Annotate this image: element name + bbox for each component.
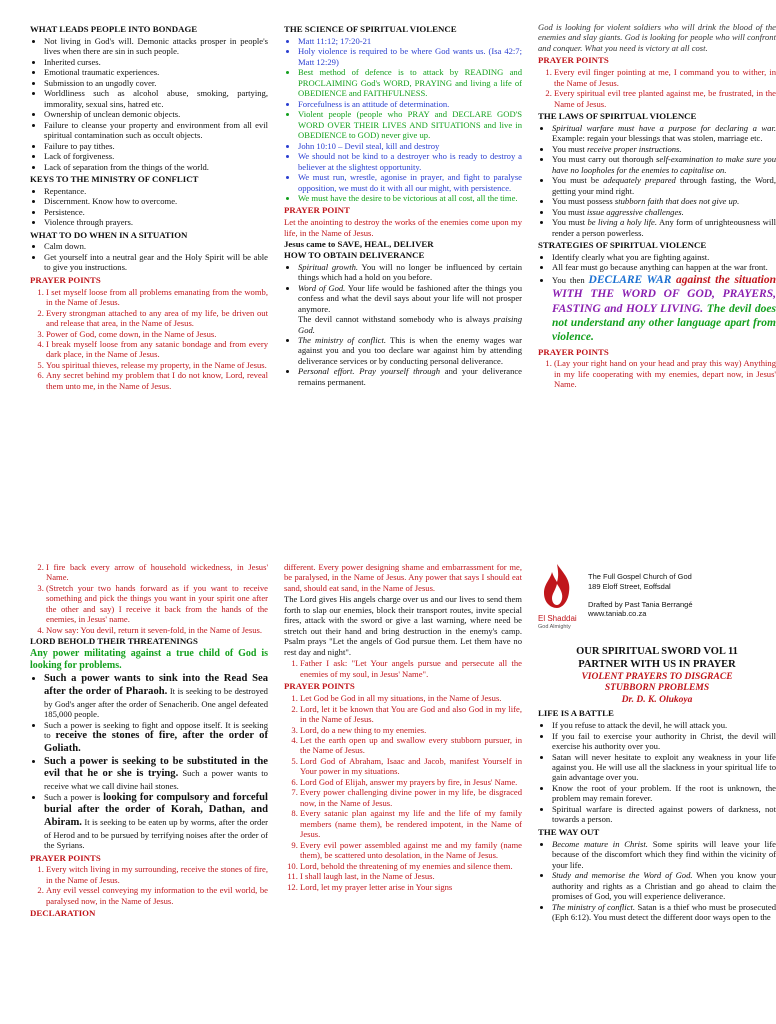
prayer-item: 2. Every spiritual evil tree planted against me, be frustrated, in the Name of Jesus. <box>554 88 776 109</box>
heading-prayer-points: PRAYER POINTS <box>30 274 101 285</box>
prayer-item: 3. Power of God, come down, in the Name of Jesus. <box>46 329 268 339</box>
list-item: • Spiritual growth. You will no longer be influenced by certain things which had a hold on you before. <box>298 262 522 283</box>
heading-prayer-points: PRAYER POINTS <box>284 681 355 692</box>
heading-laws: THE LAWS OF SPIRITUAL VIOLENCE <box>538 111 697 122</box>
prayer-item: 5. You spiritual thieves, release my property, in the Name of Jesus. <box>46 360 268 370</box>
website-link[interactable]: www.taniab.co.za <box>588 609 647 619</box>
list-item: • You must possess stubborn faith that does not give up. <box>552 196 776 206</box>
situation-list <box>30 241 268 272</box>
heading-life-battle: LIFE IS A BATTLE <box>538 708 614 719</box>
intro-text: God is looking for violent soldiers who will drink the blood of the enemies and slay giants. God is looking for people who will confront and conquer. What you need is victory at all cost. <box>538 22 776 53</box>
prayer-list <box>30 562 268 635</box>
list-item: • You must issue aggressive challenges. <box>552 207 776 217</box>
prayer-item: 6. Lord God of Elijah, answer my prayers by fire, in Jesus' Name. <box>300 777 522 787</box>
prayer-item: 2. I fire back every arrow of household wickedness, in Jesus' Name. <box>46 562 268 583</box>
prayer-item: 1. Let God be God in all my situations, in the Name of Jesus. <box>300 693 522 703</box>
logo-name: El Shaddai <box>538 614 577 623</box>
heading-way-out: THE WAY OUT <box>538 826 600 837</box>
list-item: • If you refuse to attack the devil, he will attack you. <box>552 720 776 730</box>
list-item: • If you fail to exercise your authority in Christ, the devil will exercise his authority over you. <box>552 731 776 752</box>
list-item: • Inherited curses. <box>44 57 268 67</box>
list-item: • The ministry of conflict. This is when the enemy wages war against you and you too declare war against him by attending deliverance services or by conducting personal deliverance. <box>298 335 522 366</box>
list-item: • Failure to pay tithes. <box>44 141 268 151</box>
angels-paragraph: The Lord gives His angels charge over us and our lives to send them forth to slap our enemies, block their transport routes, invite special fires, attack with the sword or give a last warning, where need be stretch out their hand and bring destruction in the enemy's camp. Psalm prays "Let the angels of God pursue them. Let them have no rest day and night". <box>284 594 522 657</box>
green-callout: Any power militating against a true child of God is looking for problems. <box>30 648 268 672</box>
list-item: • Repentance. <box>44 186 268 196</box>
list-item: • Submission to an ungodly cover. <box>44 78 268 88</box>
prayer-item: 4. Now say: You devil, return it seven-fold, in the Name of Jesus. <box>46 625 268 635</box>
column-3-top <box>538 22 776 517</box>
list-item: • We must have the desire to be victorious at all cost, all the time. <box>298 193 522 203</box>
prayer-item: 3. Lord, do a new thing to my enemies. <box>300 725 522 735</box>
list-item: • Discernment. Know how to overcome. <box>44 196 268 206</box>
banner-title-2: PARTNER WITH US IN PRAYER <box>578 658 736 670</box>
list-item: • Get yourself into a neutral gear and the Holy Spirit will be able to give you instructions. <box>44 252 268 273</box>
church-header <box>538 562 776 642</box>
heading-prayer-points: PRAYER POINTS <box>30 852 101 863</box>
list-item: • Lack of forgiveness. <box>44 151 268 161</box>
prayer-list <box>30 287 268 392</box>
prayer-item: 3. (Stretch your two hands forward as if you want to receive something and pick the things you want in your spirit one after the other and say) I receive it back from the hands of the enemies, in Jesus' name. <box>46 583 268 625</box>
heading-situation: WHAT TO DO WHEN IN A SITUATION <box>30 229 188 240</box>
column-1-top <box>30 22 268 517</box>
list-item: • Word of God. Your life would be fashioned after the things you confess and what the devil says about your life will not prosper anymore. The devil cannot withstand somebody who is always praising God. <box>298 283 522 335</box>
prayer-list <box>538 358 776 389</box>
prayer-item: 11. I shall laugh last, in the Name of Jesus. <box>300 871 522 881</box>
keys-list <box>30 186 268 228</box>
prayer-item: 4. I break myself loose from any satanic bondage and from every dark place, in the Name of Jesus. <box>46 339 268 360</box>
prayer-item: 6. Any secret behind my problem that I do not know, Lord, reveal them unto me, in the Name of Jesus. <box>46 370 268 391</box>
list-item: • Holy violence is required to be where God wants us. (Isa 42:7; Matt 12:29) <box>298 46 522 67</box>
list-item: • You then DECLARE WAR against the situation WITH THE WORD OF GOD, PRAYERS, FASTING and HOLY LIVING. The devil does not understand any other language apart from violence. <box>552 273 776 345</box>
heading-prayer-points: PRAYER POINTS <box>538 346 609 357</box>
list-item: • Persistence. <box>44 207 268 217</box>
list-item: • John 10:10 – Devil steal, kill and destroy <box>298 141 522 151</box>
prayer-item: 1. Every witch living in my surrounding, receive the stones of fire, in the Name of Jesus. <box>46 864 268 885</box>
list-item: • Know the root of your problem. If the root is unknown, the problem may remain forever. <box>552 783 776 804</box>
list-item: • Lack of separation from the things of the world. <box>44 162 268 172</box>
heading-declaration: DECLARATION <box>30 908 96 919</box>
prayer-item: 2. Any evil vessel conveying my information to the evil world, be paralysed now, in the Name of Jesus. <box>46 885 268 906</box>
column-1-bottom <box>30 562 268 1024</box>
science-list <box>284 36 522 204</box>
power-list <box>30 673 268 850</box>
church-info <box>588 572 693 619</box>
list-item: • You must be adequately prepared through fasting, the Word, getting your mind right. <box>552 175 776 196</box>
continued-text: different. Every power designing shame and embarrassment for me, be paralysed, in the Name of Jesus. Any power that says I should eat sand, should eat sand, in the Name of Jesus. <box>284 562 522 593</box>
laws-list <box>538 123 776 238</box>
banner-subtitle-2: STUBBORN PROBLEMS <box>604 683 710 694</box>
list-item: • Spiritual warfare must have a purpose for declaring a war. Example: regain your blessings that was stolen, marriage etc. <box>552 123 776 144</box>
prayer-item: 1. (Lay your right hand on your head and pray this way) Anything in my life cooperating with my enemies, depart now, in Jesus' Name. <box>554 358 776 389</box>
list-item: • Become mature in Christ. Some spirits will leave your life because of the discomfort which they find within the vicinity of your life. <box>552 839 776 870</box>
list-item: • Violent people (people who PRAY and DECLARE GOD'S WORD OVER THEIR LIVES AND SITUATIONS and live in OBEDIENCE to GOD) never give up. <box>298 109 522 140</box>
column-2-bottom <box>284 562 522 1024</box>
heading-keys: KEYS TO THE MINISTRY OF CONFLICT <box>30 174 199 185</box>
list-item: • All fear must go because anything can happen at the war front. <box>552 262 776 272</box>
prayer-item: 10. Lord, behold the threatening of my enemies and silence them. <box>300 861 522 871</box>
list-item: • Personal effort. Pray yourself through and your deliverance remains permanent. <box>298 366 522 387</box>
prayer-item: 2. Every strongman attached to any area of my life, be driven out and release that area, in the Name of Jesus. <box>46 308 268 329</box>
list-item: • Satan will never hesitate to exploit any weakness in your life against you. He will use all the slackness in your spiritual life to gain advantage over you. <box>552 752 776 783</box>
prayer-list <box>284 658 522 679</box>
heading-bondage: WHAT LEADS PEOPLE INTO BONDAGE <box>30 24 198 34</box>
list-item: • Forcefulness is an attitude of determination. <box>298 99 522 109</box>
prayer-item: 1. Father I ask: "Let Your angels pursue and persecute all the enemies of my soul, in Jesus' Name". <box>300 658 522 679</box>
prayer-item: 2. Lord, let it be known that You are God and also God in my life, in the Name of Jesus. <box>300 704 522 725</box>
deliverance-list <box>284 262 522 388</box>
church-name: The Full Gospel Church of God <box>588 572 692 581</box>
heading-deliverance: HOW TO OBTAIN DELIVERANCE <box>284 249 425 260</box>
list-item: • Such a power is seeking to fight and oppose itself. It is seeking to receive the stones of fire, after the order of Goliath. <box>44 720 268 756</box>
prayer-item: 1. Every evil finger pointing at me, I command you to wither, in the Name of Jesus. <box>554 67 776 88</box>
banner-title: OUR SPIRITUAL SWORD VOL 11 <box>576 646 738 657</box>
list-item: • Matt 11:12; 17:20-21 <box>298 36 522 46</box>
column-3-bottom <box>538 562 776 1024</box>
prayer-item: 7. Every power challenging divine power in my life, be disgraced now, in the Name of Jesus. <box>300 787 522 808</box>
banner-subtitle: VIOLENT PRAYERS TO DISGRACE <box>581 671 733 682</box>
list-item: • Worldliness such as alcohol abuse, smoking, partying, immorality, sexual sins, hatred etc. <box>44 88 268 109</box>
list-item: • Such a power is seeking to be substituted in the evil that he or she is trying. Such a power wants to receive what we call divine hail stones. <box>44 756 268 792</box>
list-item: • You must receive proper instructions. <box>552 144 776 154</box>
prayer-item: 4. Let the earth open up and swallow every stubborn pursuer, in the Name of Jesus. <box>300 735 522 756</box>
life-list <box>538 720 776 825</box>
author: Dr. D. K. Olukoya <box>621 694 693 705</box>
church-address: 189 Eloff Street, Eoffsdal <box>588 581 671 591</box>
list-item: • Violence through prayers. <box>44 217 268 227</box>
drafted-by: Drafted by Past Tania Berrangé <box>588 599 693 609</box>
list-item: • Best method of defence is to attack by READING and PROCLAIMING God's WORD, PRAYING and living a life of OBEDIENCE and FAITHFULNESS. <box>298 67 522 98</box>
list-item: • You must be living a holy life. Any form of unrighteousness will render a person powerless. <box>552 217 776 238</box>
prayer-list <box>30 864 268 906</box>
prayer-item: 1. I set myself loose from all problems emanating from the womb, in the Name of Jesus. <box>46 287 268 308</box>
prayer-list <box>284 693 522 892</box>
prayer-point-text: Let the anointing to destroy the works of the enemies come upon my life, in the Name of Jesus. <box>284 217 522 238</box>
list-item: • Emotional traumatic experiences. <box>44 67 268 77</box>
bondage-list <box>30 36 268 172</box>
heading-threatenings: LORD BEHOLD THEIR THREATENINGS <box>30 636 198 647</box>
way-out-list <box>538 839 776 923</box>
list-item: • You must carry out thorough self-examination to make sure you have no loopholes for the enemies to capitalise on. <box>552 154 776 175</box>
prayer-item: 12. Lord, let my prayer letter arise in Your signs <box>300 882 522 892</box>
list-item: • Failure to cleanse your property and environment from all evil spiritual contamination such as occult objects. <box>44 120 268 141</box>
prayer-item: 8. Every satanic plan against my life and the life of my family members (name them), be rendered impotent, in the Name of Jesus. <box>300 808 522 839</box>
heading-prayer-points: PRAYER POINTS <box>538 55 609 66</box>
list-item: • The ministry of conflict. Satan is a thief who must be prosecuted (Eph 6:12). You must detect the different door ways open to the <box>552 902 776 923</box>
list-item: • Calm down. <box>44 241 268 251</box>
flame-logo-icon <box>538 562 576 610</box>
heading-prayer-point: PRAYER POINT <box>284 205 350 216</box>
logo-subtitle: God Almighty <box>538 624 571 630</box>
jesus-came-line: Jesus came to SAVE, HEAL, DELIVER <box>284 239 434 250</box>
prayer-list <box>538 67 776 109</box>
column-2-top <box>284 22 522 517</box>
list-item: • Ownership of unclean demonic objects. <box>44 109 268 119</box>
heading-strategies: STRATEGIES OF SPIRITUAL VIOLENCE <box>538 240 707 251</box>
list-item: • We must run, wrestle, agonise in prayer, and fight to paralyse opposition, we must do it with all our might, with persistence. <box>298 172 522 193</box>
heading-science: THE SCIENCE OF SPIRITUAL VIOLENCE <box>284 24 457 34</box>
list-item: • We should not be kind to a destroyer who is ready to destroy a believer at the slightest opportunity. <box>298 151 522 172</box>
strategies-list <box>538 252 776 345</box>
list-item: • Study and memorise the Word of God. When you know your authority and rights as a Christian and go ahead to claim the promises of God, you will experience deliverance. <box>552 870 776 901</box>
list-item: • Such a power wants to sink into the Read Sea after the order of Pharaoh. It is seeking to be destroyed by God's anger after the order of Senacherib. One angel defeated 185,000 people. <box>44 673 268 719</box>
prayer-item: 9. Every evil power assembled against me and my family (name them), be scattered unto desolation, in the Name of Jesus. <box>300 840 522 861</box>
prayer-item: 5. Lord God of Abraham, Isaac and Jacob, manifest Yourself in Your power in my situations. <box>300 756 522 777</box>
list-item: • Such a power is looking for compulsory and forceful burial after the order of Korah, Dathan, and Abiram. It is seeking to be eaten up by worms, after the order of Herod and to be pursued by terrifying noises after the order of the Syrians. <box>44 792 268 851</box>
list-item: • Not living in God's will. Demonic attacks prosper in people's lives when there are sin in such people. <box>44 36 268 57</box>
list-item: • Spiritual warfare is directed against powers of darkness, not towards a person. <box>552 804 776 825</box>
list-item: • Identify clearly what you are fighting against. <box>552 252 776 262</box>
